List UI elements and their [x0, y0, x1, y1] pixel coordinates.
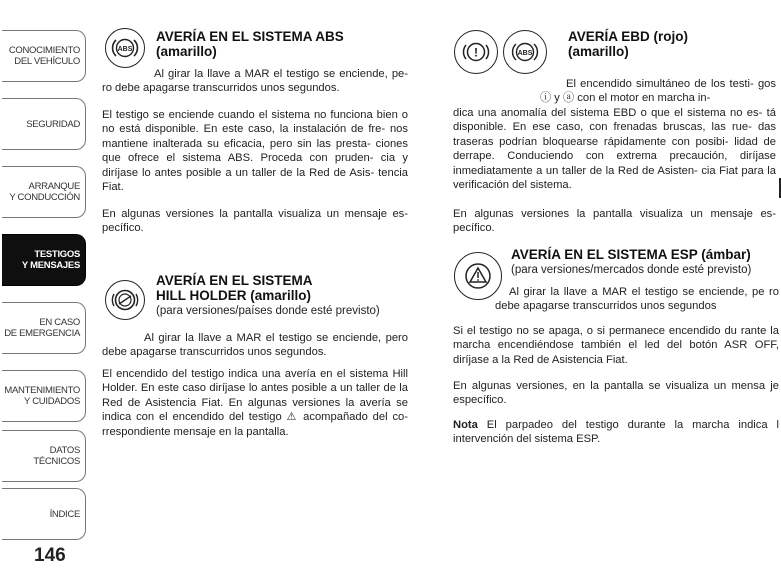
tab-arranque-y-conduccion[interactable]: ARRANQUE Y CONDUCCIÓN	[2, 166, 86, 218]
svg-text:!: !	[474, 45, 478, 60]
abs-intro: Al girar la llave a MAR el testigo se enciende, pe- ro debe apagarse transcurridos unos segundos.	[102, 68, 408, 95]
abs-warning-icon	[105, 28, 145, 68]
tab-seguridad[interactable]: SEGURIDAD	[2, 98, 86, 150]
tab-en-caso-de-emergencia[interactable]: EN CASO DE EMERGENCIA	[2, 302, 86, 354]
esp-title: AVERÍA EN EL SISTEMA ESP (ámbar)	[511, 247, 751, 262]
esp-subtitle: (para versiones/mercados donde esté previsto)	[511, 264, 752, 276]
hill-holder-intro: Al girar la llave a MAR el testigo se enciende, pero debe apagarse transcurridos unos segundos.	[102, 332, 408, 359]
tab-datos-tecnicos[interactable]: DATOS TÉCNICOS	[2, 430, 86, 482]
esp-intro: Al girar la llave a MAR el testigo se enciende, pe ro debe apagarse transcurridos unos segundos	[495, 286, 779, 313]
svg-text:ABS: ABS	[517, 49, 533, 57]
hill-holder-paragraph-1: El encendido del testigo indica una avería en el sistema Hill Holder. En este caso diríjase lo antes posible a un taller de la Red de Asistencia Fiat. En algunas versiones la avería se indica con el encendido del testigo ⚠ acompañado del co- rrespondiente mensaje en la pantalla.	[102, 368, 408, 438]
abs-title: AVERÍA EN EL SISTEMA ABS (amarillo)	[156, 29, 344, 59]
esp-note-text: El parpadeo del testigo durante la marcha indica l intervención del sistema ESP.	[453, 419, 779, 446]
ebd-paragraph-2: En algunas versiones la pantalla visualiza un mensaje es- pecífico.	[453, 208, 776, 235]
ebd-title: AVERÍA EBD (rojo) (amarillo)	[568, 29, 688, 59]
abs-warning-icon	[503, 30, 547, 74]
hill-holder-title: AVERÍA EN EL SISTEMA HILL HOLDER (amarillo)	[156, 273, 313, 303]
ebd-intro: El encendido simultáneo de los testi- gos ⓘ y ⓐ con el motor en marcha in-	[540, 78, 776, 105]
brake-failure-icon	[454, 30, 498, 74]
esp-note-label: Nota	[453, 419, 478, 431]
ebd-paragraph-1: dica una anomalía del sistema EBD o que el sistema no es- tá disponible. En ese caso, con frenadas bruscas, las rue- das traseras podrían bloquearse rápidamente con posibi- lidad de derrape. Conduciendo con extrema precaución, diríjase inmediatamente a un taller de la Red de Asisten- cia Fiat para la verificación del sistema.	[453, 107, 776, 192]
esp-paragraph-2: En algunas versiones, en la pantalla se visualiza un mensa je específico.	[453, 380, 779, 407]
page-number: 146	[34, 545, 66, 566]
tab-indice[interactable]: ÍNDICE	[2, 488, 86, 540]
abs-paragraph-2: En algunas versiones la pantalla visualiza un mensaje es- pecífico.	[102, 208, 408, 235]
chapter-sidebar	[0, 0, 88, 584]
hill-holder-subtitle: (para versiones/países donde esté previsto)	[156, 305, 380, 317]
tab-testigos-y-mensajes[interactable]: TESTIGOS Y MENSAJES	[2, 234, 86, 286]
hill-holder-warning-icon	[105, 280, 145, 320]
esp-note	[453, 418, 779, 447]
tab-mantenimiento-y-cuidados[interactable]: MANTENIMIENTO Y CUIDADOS	[2, 370, 86, 422]
abs-paragraph-1: El testigo se enciende cuando el sistema no funciona bien o no está disponible. En este caso, la instalación de fre- nos mantiene inalterada su eficacia, pero sin las presta- ciones que ofrece el sistema ABS. Proceda con pruden- cia y diríjase lo antes posible a un taller de la Red de Asis- tencia Fiat.	[102, 109, 408, 194]
tab-conocimiento-del-vehiculo[interactable]: CONOCIMIENTO DEL VEHÍCULO	[2, 30, 86, 82]
svg-text:ABS: ABS	[117, 45, 133, 53]
esp-paragraph-1: Si el testigo no se apaga, o si permanece encendido du rante la marcha encendiéndose también el led del botón ASR OFF, diríjase a la Red de Asistencia Fiat.	[453, 325, 779, 366]
